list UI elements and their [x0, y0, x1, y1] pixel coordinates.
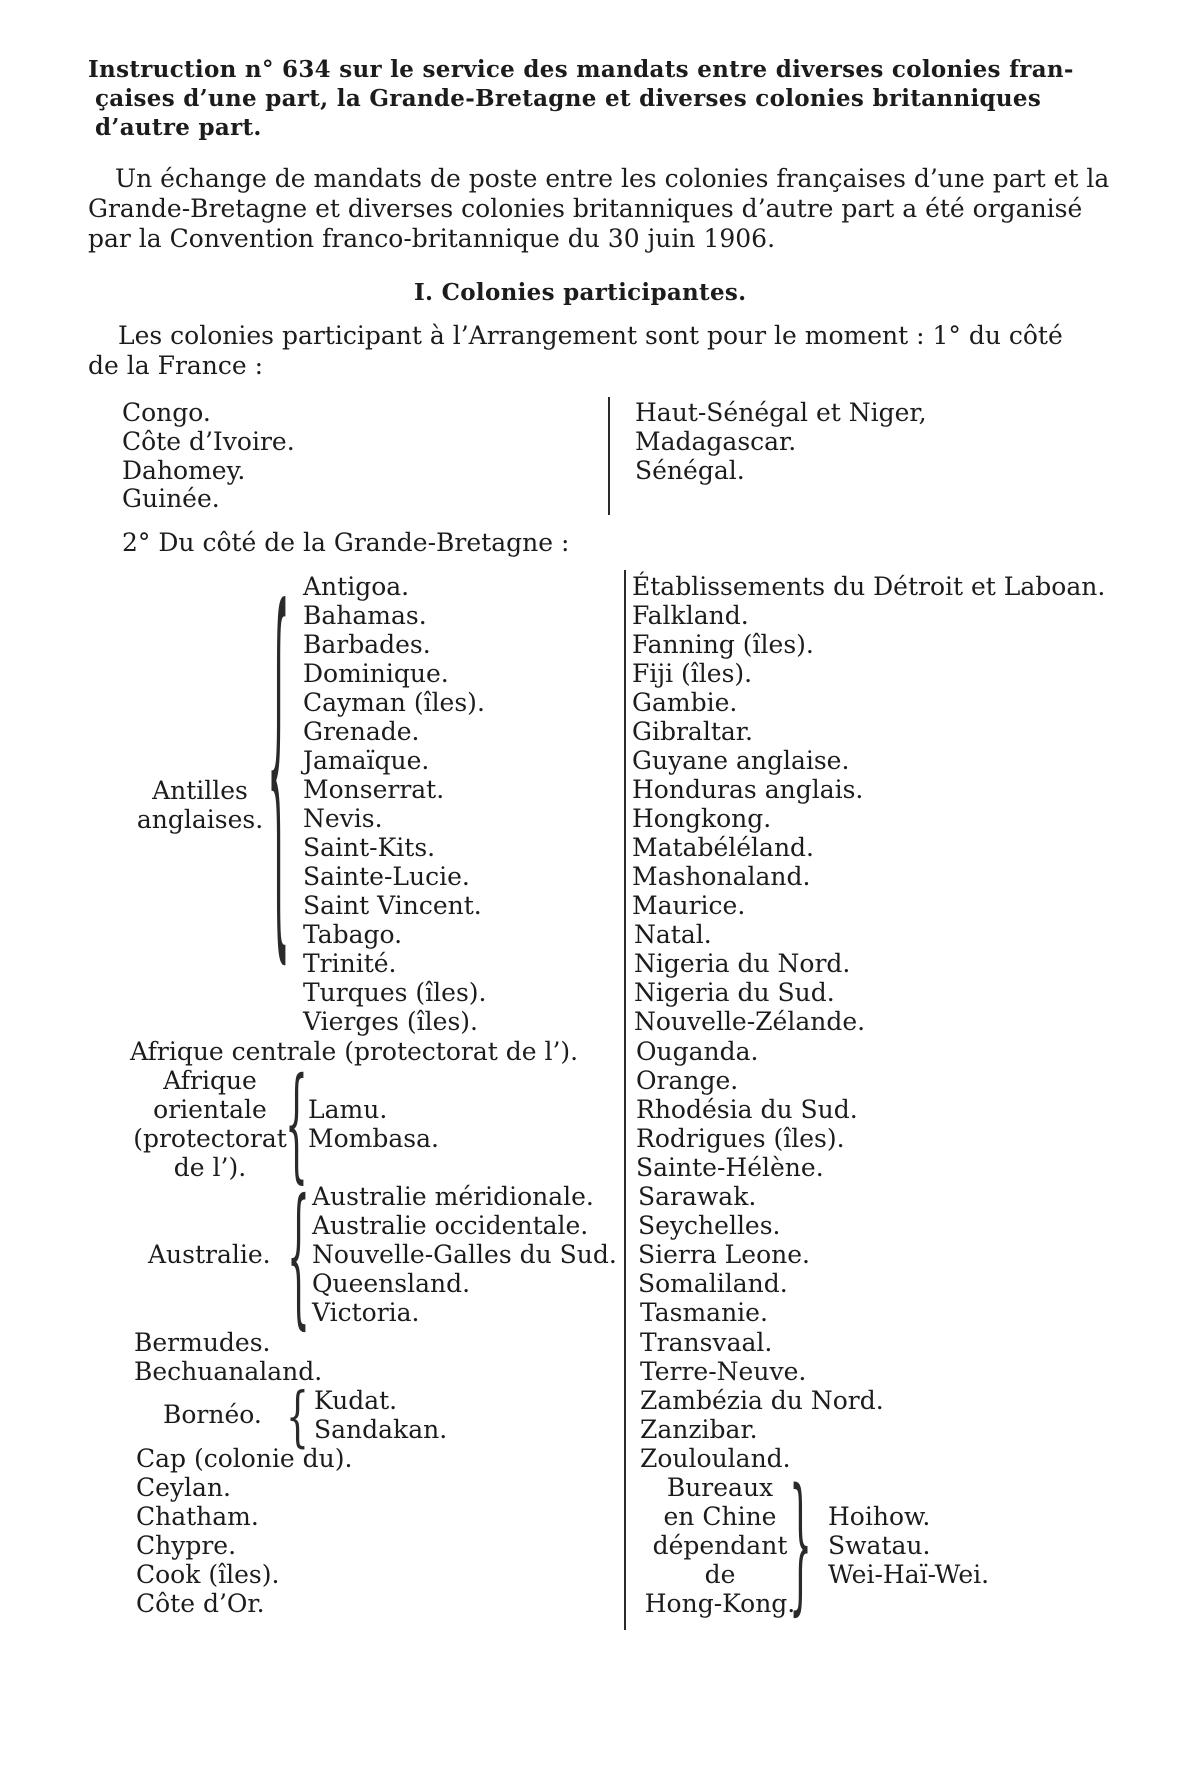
antilles-label-line-1: Antilles	[152, 776, 248, 805]
australie-item: Queensland.	[312, 1269, 471, 1298]
antilles-item: Tabago.	[303, 920, 403, 949]
section-lead-line-2: de la France :	[88, 351, 264, 380]
antilles-item: Grenade.	[303, 717, 420, 746]
section-lead-line-1: Les colonies participant à l’Arrangement sont pour le moment : 1° du côté	[118, 321, 1063, 350]
gb-left-item: Cook (îles).	[136, 1560, 280, 1589]
antilles-item: Sainte-Lucie.	[303, 862, 470, 891]
borneo-item: Sandakan.	[314, 1415, 448, 1444]
afrique-orientale-label-line-2: orientale	[153, 1095, 267, 1124]
antilles-brace: {	[267, 530, 290, 995]
france-colony: Côte d’Ivoire.	[122, 427, 295, 456]
gb-right-item: Gambie.	[632, 688, 738, 717]
france-colony: Sénégal.	[635, 456, 745, 485]
antilles-item: Dominique.	[303, 659, 449, 688]
antilles-item: Saint-Kits.	[303, 833, 436, 862]
gb-right-item: Tasmanie.	[640, 1298, 768, 1327]
australie-label: Australie.	[148, 1240, 271, 1269]
gb-left-item: Chatham.	[136, 1502, 259, 1531]
gb-right-item: Sainte-Hélène.	[636, 1153, 824, 1182]
afrique-orientale-label-line-4: de l’).	[173, 1153, 247, 1182]
bureaux-item: Wei-Haï-Wei.	[828, 1560, 990, 1589]
afrique-orientale-brace: {	[285, 1051, 308, 1196]
gb-right-item: Honduras anglais.	[632, 775, 864, 804]
australie-item: Victoria.	[312, 1298, 420, 1327]
bureaux-label-line-3: dépendant	[652, 1531, 788, 1560]
antilles-item: Barbades.	[303, 630, 431, 659]
gb-right-item: Nigeria du Sud.	[634, 978, 835, 1007]
gb-right-item: Natal.	[634, 920, 712, 949]
france-colony: Madagascar.	[635, 427, 797, 456]
section-heading: I. Colonies participantes.	[414, 279, 747, 306]
antilles-item: Turques (îles).	[303, 978, 487, 1007]
gb-left-item: Ceylan.	[136, 1473, 231, 1502]
australie-item: Australie occidentale.	[312, 1211, 589, 1240]
gb-right-item: Sarawak.	[638, 1182, 757, 1211]
antilles-item: Jamaïque.	[303, 746, 430, 775]
france-colony: Guinée.	[122, 484, 220, 513]
gb-right-item: Zanzibar.	[640, 1415, 758, 1444]
borneo-item: Kudat.	[314, 1386, 398, 1415]
gb-right-item: Rodrigues (îles).	[636, 1124, 845, 1153]
gb-right-item: Matabéléland.	[632, 833, 814, 862]
gb-right-item: Zoulouland.	[640, 1444, 791, 1473]
australie-item: Nouvelle-Galles du Sud.	[312, 1240, 617, 1269]
gb-right-item: Guyane anglaise.	[632, 746, 850, 775]
gb-right-item: Somaliland.	[638, 1269, 788, 1298]
borneo-brace: {	[286, 1378, 309, 1455]
bureaux-item: Hoihow.	[828, 1502, 931, 1531]
gb-right-item: Mashonaland.	[632, 862, 811, 891]
australie-item: Australie méridionale.	[312, 1182, 594, 1211]
gb-right-item: Orange.	[636, 1066, 739, 1095]
instruction-title-line-3: d’autre part.	[95, 114, 262, 141]
instruction-title-line-2: çaises d’une part, la Grande-Bretagne et diverses colonies britanniques	[95, 85, 1042, 112]
australie-brace: {	[287, 1166, 310, 1344]
afrique-orientale-item: Mombasa.	[308, 1124, 439, 1153]
afrique-centrale: Afrique centrale (protectorat de l’).	[130, 1037, 579, 1066]
antilles-item: Saint Vincent.	[303, 891, 482, 920]
france-colony: Dahomey.	[122, 456, 246, 485]
gb-right-item: Fanning (îles).	[632, 630, 814, 659]
antilles-item: Monserrat.	[303, 775, 445, 804]
antilles-item: Bahamas.	[303, 601, 427, 630]
gb-right-item: Maurice.	[632, 891, 746, 920]
afrique-orientale-label-line-1: Afrique	[163, 1066, 257, 1095]
afrique-orientale-item: Lamu.	[308, 1095, 388, 1124]
france-colony: Haut-Sénégal et Niger,	[635, 398, 927, 427]
gb-lead: 2° Du côté de la Grande-Bretagne :	[122, 528, 570, 557]
gb-right-item: Nouvelle-Zélande.	[634, 1007, 866, 1036]
bureaux-label-line-1: Bureaux	[666, 1473, 774, 1502]
bureaux-item: Swatau.	[828, 1531, 931, 1560]
gb-right-item: Fiji (îles).	[632, 659, 753, 688]
borneo-label: Bornéo.	[163, 1400, 262, 1429]
gb-left-item: Bechuanaland.	[134, 1357, 323, 1386]
antilles-item: Antigoa.	[303, 572, 410, 601]
bureaux-label-line-4: de	[704, 1560, 736, 1589]
gb-right-item: Rhodésia du Sud.	[636, 1095, 858, 1124]
intro-line-1: Un échange de mandats de poste entre les colonies françaises d’une part et la	[115, 164, 1110, 193]
gb-right-item: Sierra Leone.	[638, 1240, 810, 1269]
gb-right-item: Falkland.	[632, 601, 749, 630]
gb-right-item: Nigeria du Nord.	[634, 949, 851, 978]
gb-right-item: Établissements du Détroit et Laboan.	[632, 572, 1106, 601]
antilles-label-line-2: anglaises.	[136, 805, 264, 834]
gb-column-divider	[624, 570, 626, 1630]
gb-left-item: Côte d’Or.	[136, 1589, 265, 1618]
antilles-item: Nevis.	[303, 804, 383, 833]
bureaux-label-line-2: en Chine	[663, 1502, 777, 1531]
gb-right-item: Hongkong.	[632, 804, 772, 833]
gb-right-item: Zambézia du Nord.	[640, 1386, 884, 1415]
gb-left-item: Chypre.	[136, 1531, 237, 1560]
gb-right-item: Ouganda.	[636, 1037, 759, 1066]
afrique-orientale-label-line-3: (protectorat	[133, 1124, 287, 1153]
gb-left-item: Bermudes.	[134, 1328, 271, 1357]
gb-right-item: Transvaal.	[640, 1328, 773, 1357]
intro-line-3: par la Convention franco-britannique du 30 juin 1906.	[88, 224, 776, 253]
gb-right-item: Seychelles.	[638, 1211, 781, 1240]
antilles-item: Vierges (îles).	[303, 1007, 478, 1036]
intro-line-2: Grande-Bretagne et diverses colonies britanniques d’autre part a été organisé	[88, 194, 1083, 223]
gb-right-item: Gibraltar.	[632, 717, 753, 746]
france-colony: Congo.	[122, 398, 211, 427]
antilles-item: Trinité.	[303, 949, 397, 978]
antilles-item: Cayman (îles).	[303, 688, 485, 717]
bureaux-brace: {	[789, 1457, 812, 1630]
gb-right-item: Terre-Neuve.	[640, 1357, 807, 1386]
gb-left-item: Cap (colonie du).	[136, 1444, 353, 1473]
france-column-divider	[608, 397, 610, 515]
bureaux-label-line-5: Hong-Kong.	[644, 1589, 796, 1618]
instruction-title-line-1: Instruction n° 634 sur le service des mandats entre diverses colonies fran-	[88, 56, 1074, 83]
